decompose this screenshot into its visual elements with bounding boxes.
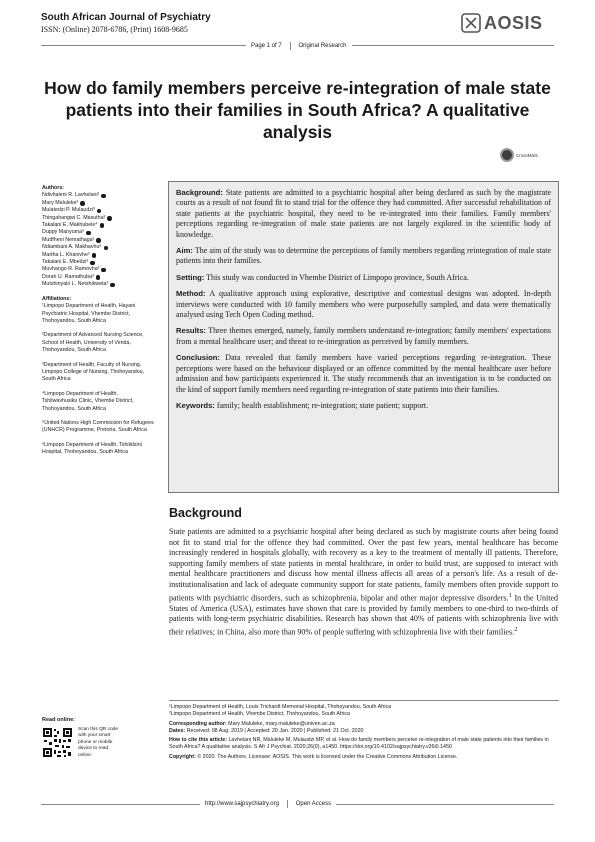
orcid-icon[interactable] [107, 216, 112, 221]
orcid-icon[interactable] [96, 275, 101, 280]
corresponding-email[interactable]: Mary Maluleke, mary.maluleke@univen.ac.za [228, 720, 335, 727]
abstract-label: Results: [176, 326, 206, 336]
read-online-row [42, 727, 154, 759]
author-item [42, 237, 154, 244]
author-name: Ndiambani A. Makhavhu⁶ [42, 244, 102, 251]
open-access-label: Open Access [295, 801, 332, 807]
abstract-label: Setting: [176, 272, 205, 282]
orcid-icon[interactable] [100, 223, 105, 228]
dates-text: Received: 08 Aug. 2019 | Accepted: 20 Jan. 2020 | Published: 21 Oct. 2020 [186, 727, 364, 734]
author-item [42, 274, 154, 281]
author-item [42, 252, 154, 259]
abstract-text: A qualitative approach using explorative, descriptive and contextual designs was adopted. In-depth interviews were conducted with 10 family members who were purposefully sampled, and data were thematically analysed using Tech Open Coding method. [176, 289, 551, 320]
read-online-label: Read online: [42, 717, 76, 723]
orcid-icon[interactable] [101, 268, 106, 273]
read-online-box [42, 717, 154, 759]
author-name: Ndivhaleni R. Lavhelani¹ [42, 192, 100, 199]
author-name: Martha L. Khanivhe³ [42, 251, 90, 258]
orcid-icon[interactable] [90, 261, 95, 266]
affiliations-heading: Affiliations: [42, 295, 72, 302]
abstract-background [176, 188, 551, 240]
author-item [42, 192, 154, 199]
copyright-text: © 2020. The Authors. Licensee: AOSIS. This work is licensed under the Creative Commons Attribution License. [197, 753, 458, 760]
orcid-icon[interactable] [101, 194, 106, 199]
journal-title: South African Journal of Psychiatry [41, 12, 211, 23]
abstract-text: The aim of the study was to determine the perceptions of family members regarding reintegration of male state patients into their families. [176, 246, 551, 266]
sidebar [42, 185, 154, 464]
footnote-label: How to cite this article: [169, 737, 227, 744]
crossmark-icon [500, 148, 514, 162]
orcid-icon[interactable] [86, 231, 91, 236]
page-info-divider [290, 42, 291, 50]
affiliation-item: ¹Limpopo Department of Health, Hayani Psychiatric Hospital, Vhembe District, Thohoyandou, South Africa [42, 303, 136, 324]
abstract-text: Data revealed that family members have varied perceptions regarding re-integration. These perceptions were based on the behaviour displayed or an offence committed by the mental healthcare user before admission and how participants experienced it. The study recommends that an investigation is to be conducted on the kind of support family members need regarding re-integration of state patients into their families. [176, 353, 551, 394]
read-online-text: Scan this QR code with your smart phone or mobile device to read online. [78, 727, 118, 758]
author-item [42, 222, 154, 229]
orcid-icon[interactable] [80, 201, 85, 206]
page-number: Page 1 of 7 [251, 43, 282, 49]
abstract-label: Background: [176, 188, 223, 197]
abstract-text: family; health establishment; re-integration; state patient; support. [216, 400, 429, 410]
affiliation-list [42, 303, 154, 457]
crossmark-label: CrossMark [516, 152, 538, 158]
abstract-results [176, 326, 551, 347]
author-name: Mudfheni Nemathaga¹ [42, 236, 95, 243]
article-type: Original Research [298, 43, 347, 49]
abstract-label: Keywords: [176, 400, 215, 410]
footer [200, 800, 336, 808]
authors-heading: Authors: [42, 185, 65, 191]
abstract-aim [176, 246, 551, 267]
abstract-label: Aim: [176, 246, 193, 256]
qr-code-icon[interactable] [42, 727, 73, 758]
reference-link[interactable]: 1 [508, 591, 512, 599]
publisher-logo[interactable] [461, 12, 543, 34]
body-paragraph [169, 527, 558, 638]
footnote-label: Dates: [169, 727, 186, 734]
author-name: Takalani E. Makhubele⁴ [42, 222, 98, 229]
author-item [42, 266, 154, 273]
author-item [42, 229, 154, 236]
corresponding-author [169, 721, 559, 728]
footnote-label: Corresponding author: [169, 720, 227, 727]
affiliation-item: ⁴Limpopo Department of Health, Tshilwavhusiku Clinic, Vhembe District, Thohoyandou, South Africa [42, 390, 134, 412]
logo-text: AOSIS [484, 12, 543, 33]
abstract-setting [176, 273, 551, 283]
aosis-logo-icon [461, 13, 481, 33]
section-heading: Background [169, 506, 242, 520]
author-name: Mulatedzi P. Mulaudzi³ [42, 207, 95, 214]
abstract-conclusion [176, 353, 551, 395]
footnote-label: Copyright: [169, 753, 196, 760]
footnotes [169, 700, 559, 761]
page-info [246, 42, 352, 50]
author-item [42, 281, 154, 288]
affiliation-item: ³Department of Health, Faculty of Nursing, Limpopo College of Nursing, Thohoyandou, South Africa [42, 361, 145, 383]
footnote-item: ²Limpopo Department of Health, Vhembe District, Thohoyandou, South Africa [169, 711, 350, 718]
author-name: Mutshinyalo L. Netshikweta³ [42, 281, 109, 288]
orcid-icon[interactable] [104, 246, 109, 251]
abstract-label: Method: [176, 289, 206, 299]
copyright [169, 754, 559, 761]
author-name: Duppy Manyuma⁵ [42, 229, 85, 236]
author-name: Thingahangwi C. Masutha³ [42, 214, 106, 221]
reference-link[interactable]: 2 [514, 626, 518, 633]
author-item [42, 259, 154, 266]
article-dates [169, 728, 559, 735]
article-title: How do family members perceive re-integration of male state patients into their families in South Africa? A qualitative analysis [44, 78, 551, 142]
orcid-icon[interactable] [96, 238, 101, 243]
affiliation-item: ²Department of Advanced Nursing Science, School of Health, University of Venda, Thohoyandou, South Africa [42, 332, 144, 354]
citation-text: Lavhelani NR, Maluleke M, Mulaudzi MP, et al. How do family members perceive re-integration of male state patients into their families in South Africa? A qualitative analysis. S Afr J Psychiat. 2020;26(0), a1450. https://doi.org/10.4102/sajpsychiatry.v26i0.1450 [169, 737, 549, 751]
journal-issn: ISSN: (Online) 2078-6786, (Print) 1608-9685 [41, 25, 188, 34]
abstract-keywords [176, 401, 551, 411]
author-item [42, 244, 154, 251]
body-text: In the United States of America (USA), estimates have shown that care is provided by family members to one-third to two-thirds of patients with long-term psychiatric disabilities. Research has shown that 40% of patients with schizophrenia live with their relatives; in China, also more than 90% of people suffering with schizophrenia live with their families. [169, 593, 558, 637]
orcid-icon[interactable] [92, 253, 97, 258]
footnote-item: ¹Limpopo Department of Health, Louis Trichardt Memorial Hospital, Thohoyandou, South Africa [169, 704, 392, 710]
body-text: State patients are admitted to a psychiatric hospital after being declared as such by magistrate courts after being found not fit to stand trial for the offence they had committed. Over the past few years, mental healthcare has become increasingly rendered in hospitals globally, with recovery as a key to the treatment of mentally ill patients. Therefore, supporting family members of state patients in mental healthcare, in order to build trust, are supposed to interact with mental healthcare practitioners and discuss how mental illness affects all areas of a person's life. As a result of de-institutionalisation and lack of adequate community support for state patients, family members often provide support to patients with psychiatric disorders, such as schizophrenia, bipolar and other major depressive disorders. [169, 527, 558, 603]
author-name: Takalani E. Mbedzi³ [42, 259, 89, 266]
author-name: Dorah U. Ramathuba³ [42, 273, 94, 280]
abstract-text: State patients are admitted to a psychiatric hospital after being declared as such by the magistrate courts as a result of not found fit to stand trial for the offence they had committed. After successful rehabilitation of state patients at the psychiatric hospital, they need to be re-integrated into their families. Family members' perceptions regarding re-integration of male state patients are not largely explored in the scientific body of knowledge. [176, 188, 552, 239]
abstract-text: This study was conducted in Vhembe District of Limpopo province, South Africa. [206, 272, 469, 282]
orcid-icon[interactable] [110, 283, 115, 288]
author-item [42, 215, 154, 222]
footer-divider [287, 800, 288, 808]
orcid-icon[interactable] [97, 209, 102, 214]
journal-url-link[interactable]: http://www.sajpsychiatry.org [205, 801, 279, 807]
affiliation-item: ⁶Limpopo Department of Health, Tshilidzini Hospital, Thohoyandou, South Africa [42, 441, 142, 456]
abstract-text: Three themes emerged, namely, family members understand re-integration; family members' expectations from a mental healthcare user; and threat to re-integration as perceived by family members. [176, 326, 552, 346]
author-name: Mary Maluleke² [42, 199, 79, 206]
crossmark-badge[interactable] [500, 148, 538, 162]
author-list [42, 192, 154, 288]
abstract-label: Conclusion: [176, 353, 220, 363]
abstract-box [168, 181, 559, 493]
author-item [42, 207, 154, 214]
how-to-cite [169, 737, 559, 752]
abstract-method [176, 289, 551, 320]
affiliation-item: ⁵United Nations High Commission for Refugees (UNHCR) Programme, Pretoria, South Africa [42, 419, 154, 434]
author-name: Muvhango R. Ramovha³ [42, 266, 100, 273]
author-item [42, 200, 154, 207]
